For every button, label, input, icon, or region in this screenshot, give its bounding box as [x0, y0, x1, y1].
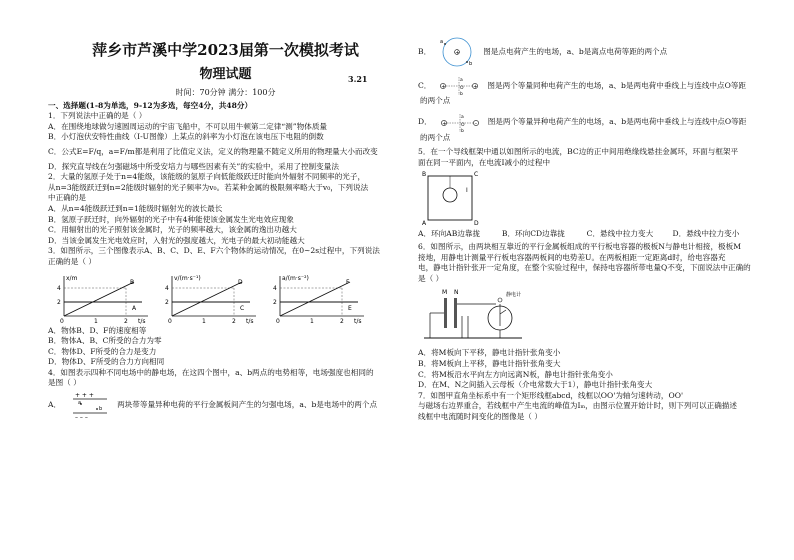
plate-m-label: M: [442, 289, 448, 297]
graph3-label-f: F: [346, 278, 350, 286]
point-charge-b: b: [469, 61, 473, 67]
q2-stem-line3: 中正确的是: [48, 193, 86, 203]
q1-option-c: C．公式E=F/q，a=F/m都是利用了比值定义法，定义的物理量不随定义所用的物理量大小而改变: [48, 146, 378, 156]
q1-option-a: A．在围绕地球做匀速圆周运动的宇宙飞船中，不可以用牛顿第二定律“测”物体质量: [48, 121, 328, 131]
graph3-xtick-1: 1: [310, 317, 314, 324]
q2-option-c: C．用辐射出的光子照射该金属时，光子的频率越大，该金属的逸出功越大: [48, 225, 297, 235]
graph3-ytick-4: 4: [273, 284, 277, 292]
q3-option-c: C．物体D、F所受的合力是变力: [48, 346, 157, 356]
q4-option-a: [48, 391, 403, 419]
q3-graph-xt: [52, 272, 152, 324]
q3-option-a: A．物体B、D、F的速度相等: [48, 325, 147, 335]
svg-text:+: +: [441, 84, 446, 90]
q6-stem-line3: 电，静电计指针张开一定角度，在整个实验过程中，保持电容器所带电量Q不变，下面说法中正确的: [418, 263, 751, 273]
q4-option-c-letter: C．: [418, 80, 432, 90]
graph3-line-f: [280, 282, 350, 316]
graph3-label-e: E: [348, 304, 352, 312]
graph1-line-b: [64, 282, 134, 316]
q5-frame-figure: [420, 170, 480, 226]
frame-corner-d: D: [474, 220, 479, 227]
q3-stem-line1: 3．如图所示，三个图像表示A、B、C、D、E、F六个物体的运动情况，在0~2s过程中，下列说法: [48, 246, 380, 256]
graph2-label-c: C: [240, 304, 245, 312]
graph2-ytick-4: 4: [165, 284, 169, 292]
q1-stem: 1．下列说法中正确的是（ ）: [48, 111, 147, 121]
q1-option-b: B．小灯泡伏安特性曲线（I-U图像）上某点的斜率为小灯泡在该电压下电阻的倒数: [48, 132, 324, 142]
q7-stem-line3: 线框中电流随时间变化的图像是（ ）: [418, 411, 542, 421]
graph3-xlabel: t/s: [354, 317, 362, 324]
q4-option-a-letter: A．: [48, 399, 62, 409]
q2-stem-line2: 从n=3能级跃迁到n=2能级时辐射的光子频率为v₀。若某种金属的极限频率略大于v₀，下列说法: [48, 182, 369, 192]
q7-stem-line2: 与磁场右边界重合，若线框中产生电流的峰值为Iₘ，由图示位置开始计时，则下列可以正确描述: [418, 401, 737, 411]
graph1-label-b: B: [130, 278, 135, 286]
q5-options: [418, 229, 778, 240]
right-column: [418, 8, 778, 423]
svg-text:+: +: [455, 50, 460, 56]
electrometer-label: 静电计: [506, 292, 522, 299]
q3-graph-vt: [160, 272, 260, 324]
svg-text:+: +: [473, 84, 478, 90]
graph1-label-a: A: [132, 304, 137, 312]
point-charge-figure: [437, 34, 477, 70]
q6-stem-line1: 6．如图所示，由两块相互靠近的平行金属板组成的平行板电容器的极板N与静电计相接，极板M: [418, 241, 741, 251]
q4-option-d: [418, 113, 778, 133]
frame-corner-a: A: [422, 220, 427, 227]
parallel-plates-figure: [67, 391, 111, 419]
same-charges-o: O: [460, 86, 464, 91]
plates-point-b: b: [99, 406, 103, 413]
q3-option-d: D．物体D、F所受的合力方向相同: [48, 357, 165, 367]
svg-text:–: –: [474, 120, 477, 127]
q6-option-c: C．将M板沿水平向左方向远离N板，静电计指针张角变小: [418, 369, 613, 379]
q3-graphs: [52, 272, 403, 324]
q5-option-b: B．环向CD边靠拢: [501, 229, 565, 239]
graph2-ytick-2: 2: [165, 298, 169, 306]
q4-option-c-text: 图是两个等量同种电荷产生的电场，a、b是两电荷中垂线上与连线中点O等距: [487, 80, 747, 90]
graph2-ylabel: v/(m·s⁻¹): [174, 274, 201, 282]
q4-option-a-text: 两块带等量异种电荷的平行金属板间产生的匀强电场，a、b是电场中的两个点: [117, 399, 378, 409]
frame-corner-b: B: [422, 171, 427, 179]
plates-point-a: a: [78, 400, 82, 407]
q6-option-a: A．将M板向下平移，静电计指针张角变小: [418, 348, 561, 358]
plate-n-label: N: [454, 289, 459, 297]
graph2-line-d: [172, 282, 245, 316]
graph2-label-d: D: [238, 278, 243, 286]
section-heading: 一、选择题(1-8为单选，9-12为多选，每空4分，共48分）: [48, 100, 253, 110]
same-charges-b: b: [460, 92, 464, 96]
q5-stem-line2: 面在同一平面内，在电流I减小的过程中: [418, 157, 551, 167]
graph1-ylabel: x/m: [66, 274, 78, 282]
exam-info: 时间：70分钟 满分：100分: [175, 88, 276, 97]
q7-stem-line1: 7．如图甲直角坐标系中有一个矩形线框abcd，线框以OO'为轴匀速转动，OO': [418, 390, 684, 400]
electrometer-needle: [500, 310, 506, 314]
left-column: [48, 8, 403, 419]
q4-option-d-line2: 的两个点: [420, 132, 451, 142]
graph1-xtick-1: 1: [94, 317, 98, 324]
opposite-charges-b: b: [460, 128, 464, 133]
opposite-charges-a: a: [460, 114, 464, 120]
graph3-xtick-2: 2: [340, 317, 344, 324]
graph1-xtick-0: 0: [60, 317, 64, 324]
svg-text:+: +: [441, 120, 447, 127]
opposite-charges-figure: [438, 113, 482, 133]
graph1-ytick-4: 4: [57, 284, 61, 292]
q5-option-d: D．悬线中拉力变小: [672, 229, 740, 239]
q2-option-a: A．从n=4能级跃迁到n=1能级时辐射光的波长最长: [48, 203, 223, 213]
q4-stem-line2: 是图（ ）: [48, 378, 81, 388]
frame-corner-c: C: [474, 171, 479, 179]
q6-stem-line4: 是（ ）: [418, 273, 444, 283]
q5-option-c: C．悬线中拉力变大: [586, 229, 654, 239]
exam-subtitle: 物理试题: [199, 67, 252, 82]
graph1-ytick-2: 2: [57, 298, 61, 306]
q2-stem-line1: 2．大量的氢原子处于n=4能级，该能级的氢原子向低能级跃迁时能向外辐射不同频率的光子，: [48, 172, 366, 182]
frame-current-label: I: [466, 187, 468, 195]
q4-option-b-text: 图是点电荷产生的电场，a、b是离点电荷等距的两个点: [483, 46, 668, 56]
q4-option-c-line2: 的两个点: [420, 96, 451, 105]
q2-option-b: B．氢原子跃迁时，向外辐射的光子中有4种能使该金属发生光电效应现象: [48, 214, 294, 224]
plates-plus-label: + + +: [75, 392, 94, 400]
graph2-xtick-1: 1: [202, 317, 206, 324]
q1-option-d: D．探究直导线在匀强磁场中所受安培力与哪些因素有关”的实验中，采用了控制变量法: [48, 161, 339, 171]
plates-minus-label: – – –: [75, 414, 88, 420]
graph2-xlabel: t/s: [246, 317, 254, 324]
q6-capacitor-figure: [422, 286, 532, 346]
graph3-ylabel: a/(m·s⁻²): [282, 274, 309, 282]
graph1-xlabel: t/s: [138, 317, 146, 324]
q4-option-d-letter: D．: [418, 117, 432, 127]
q4-option-b-letter: B．: [418, 46, 432, 56]
q3-stem-line2: 正确的是（ ）: [48, 256, 96, 266]
q6-option-d: D．在M、N之间插入云母板（介电常数大于1），静电计指针张角变大: [418, 380, 653, 390]
same-charges-a: a: [460, 78, 464, 83]
q4-option-c: [418, 76, 778, 96]
graph3-xtick-0: 0: [276, 317, 280, 324]
q4-stem-line1: 4．如图表示四种不同电场中的静电场，在这四个图中，a、b两点的电势相等，电场强度也相同的: [48, 367, 374, 377]
graph2-xtick-0: 0: [168, 317, 172, 324]
opposite-charges-o: O: [460, 122, 465, 128]
q3-option-b: B．物体A、B、C所受的合力为零: [48, 336, 162, 346]
q6-stem-line2: 接地，用静电计测量平行板电容器两板间的电势差U。在两板相距一定距离d时，给电容器充: [418, 252, 726, 262]
q5-option-a: A．环向AB边靠拢: [418, 229, 481, 239]
q4-option-d-text: 图是两个等量异种电荷产生的电场，a、b是两电荷中垂线上与连线中点O等距: [487, 117, 747, 127]
graph3-ytick-2: 2: [273, 298, 277, 306]
graph1-xtick-2: 2: [124, 317, 128, 324]
exam-title: 萍乡市芦溪中学2023届第一次模拟考试: [92, 41, 359, 59]
q2-option-d: D．当该金属发生光电效应时，入射光的强度越大，光电子的最大初动能越大: [48, 235, 305, 245]
metal-ring: [443, 188, 457, 202]
q4-option-b: [418, 34, 778, 70]
point-charge-a: a: [440, 39, 444, 45]
graph2-xtick-2: 2: [232, 317, 236, 324]
q5-stem-line1: 5．在一个导线框架中通以如图所示的电流，BC边的正中间用绝缘线悬挂金属环，环面与框架平: [418, 147, 739, 157]
same-charges-figure: [437, 76, 481, 96]
exam-page: [8, 8, 786, 552]
q3-graph-at: [268, 272, 368, 324]
exam-date: 3.21: [348, 74, 368, 84]
q6-option-b: B．将M板向上平移，静电计指针张角变大: [418, 358, 561, 368]
